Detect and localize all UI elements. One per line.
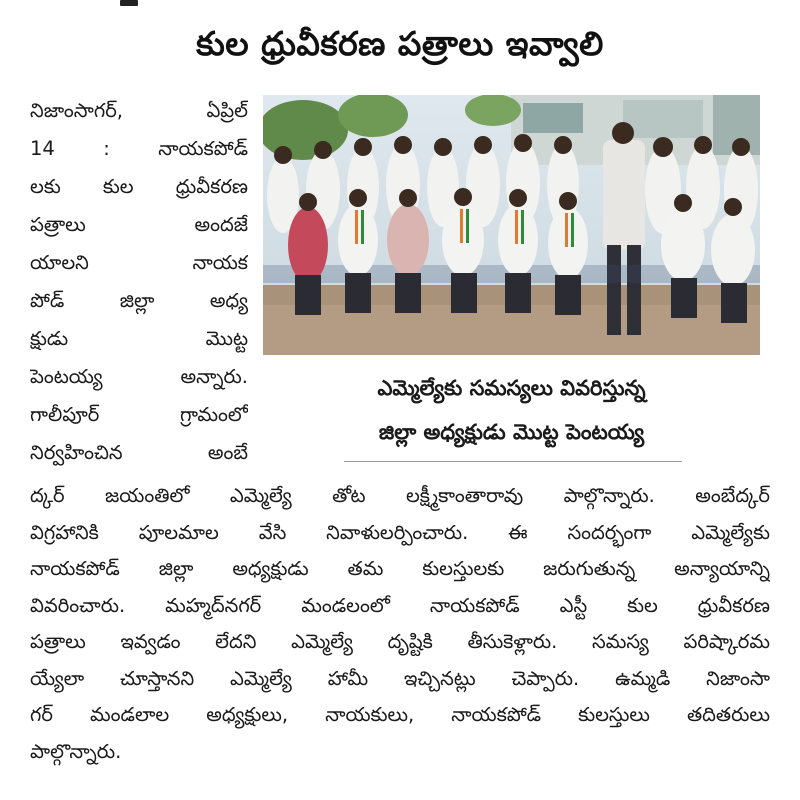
body-line: విగ్రహానికి పూలమాల వేసి నివాళులర్పించారు. ఈ సందర్భంగా ఎమ్మెల్యేకు: [30, 520, 770, 544]
intro-line: పెంటయ్య అన్నారు.: [30, 365, 248, 388]
article-body: [30, 478, 770, 770]
top-edge-fragment: [120, 0, 138, 6]
caption-line: జిల్లా అధ్యక్షుడు మొట్ట పెంటయ్య: [378, 420, 645, 444]
intro-line: గాలీపూర్ గ్రామంలో: [30, 403, 248, 426]
intro-line: యాలని నాయక: [30, 251, 248, 274]
headline: కుల ధ్రువీకరణ పత్రాలు ఇవ్వాలి: [196, 24, 604, 63]
body-line: ద్కర్ జయంతిలో ఎమ్మెల్యే తోట లక్ష్మీకాంతారావు పాల్గొన్నారు. అంబేద్కర్: [30, 484, 770, 507]
caption-divider: [344, 461, 682, 462]
body-line: నాయకపోడ్ జిల్లా అధ్యక్షుడు తమ కులస్తులకు జరుగుతున్న అన్యాయాన్ని: [30, 557, 770, 580]
body-line: వివరించారు. మహ్మద్‌నగర్ మండలంలో నాయకపోడ్ ఎస్టీ కుల ధ్రువీకరణ: [30, 593, 770, 617]
photo-caption: [263, 366, 760, 454]
intro-line: నిజాంసాగర్, ఏప్రిల్: [30, 99, 248, 122]
body-line: పత్రాలు ఇవ్వడం లేదని ఎమ్మెల్యే దృష్టికి తీసుకెళ్లారు. సమస్య పరిష్కారమ: [30, 630, 770, 653]
body-line: గర్ మండలాల అధ్యక్షులు, నాయకులు, నాయకపోడ్ కులస్తులు తదితరులు: [30, 703, 770, 726]
body-line: య్యేలా చూస్తానని ఎమ్మెల్యే హామీ ఇచ్చినట్లు చెప్పారు. ఉమ్మడి నిజాంసా: [30, 666, 770, 690]
intro-line: లకు కుల ధ్రువీకరణ: [30, 175, 248, 198]
news-photo: [263, 95, 760, 355]
intro-line: పోడ్ జిల్లా అధ్య: [30, 289, 248, 312]
body-line: పాల్గొన్నారు.: [30, 739, 122, 763]
intro-line: నిర్వహించిన అంబే: [30, 441, 248, 464]
intro-line: క్షుడు మొట్ట: [30, 327, 248, 350]
caption-line: ఎమ్మెల్యేకు సమస్యలు వివరిస్తున్న: [377, 376, 646, 400]
intro-column: [30, 92, 248, 472]
intro-line: పత్రాలు అందజే: [30, 213, 248, 236]
intro-line: 14 : నాయకపోడ్: [30, 137, 248, 160]
